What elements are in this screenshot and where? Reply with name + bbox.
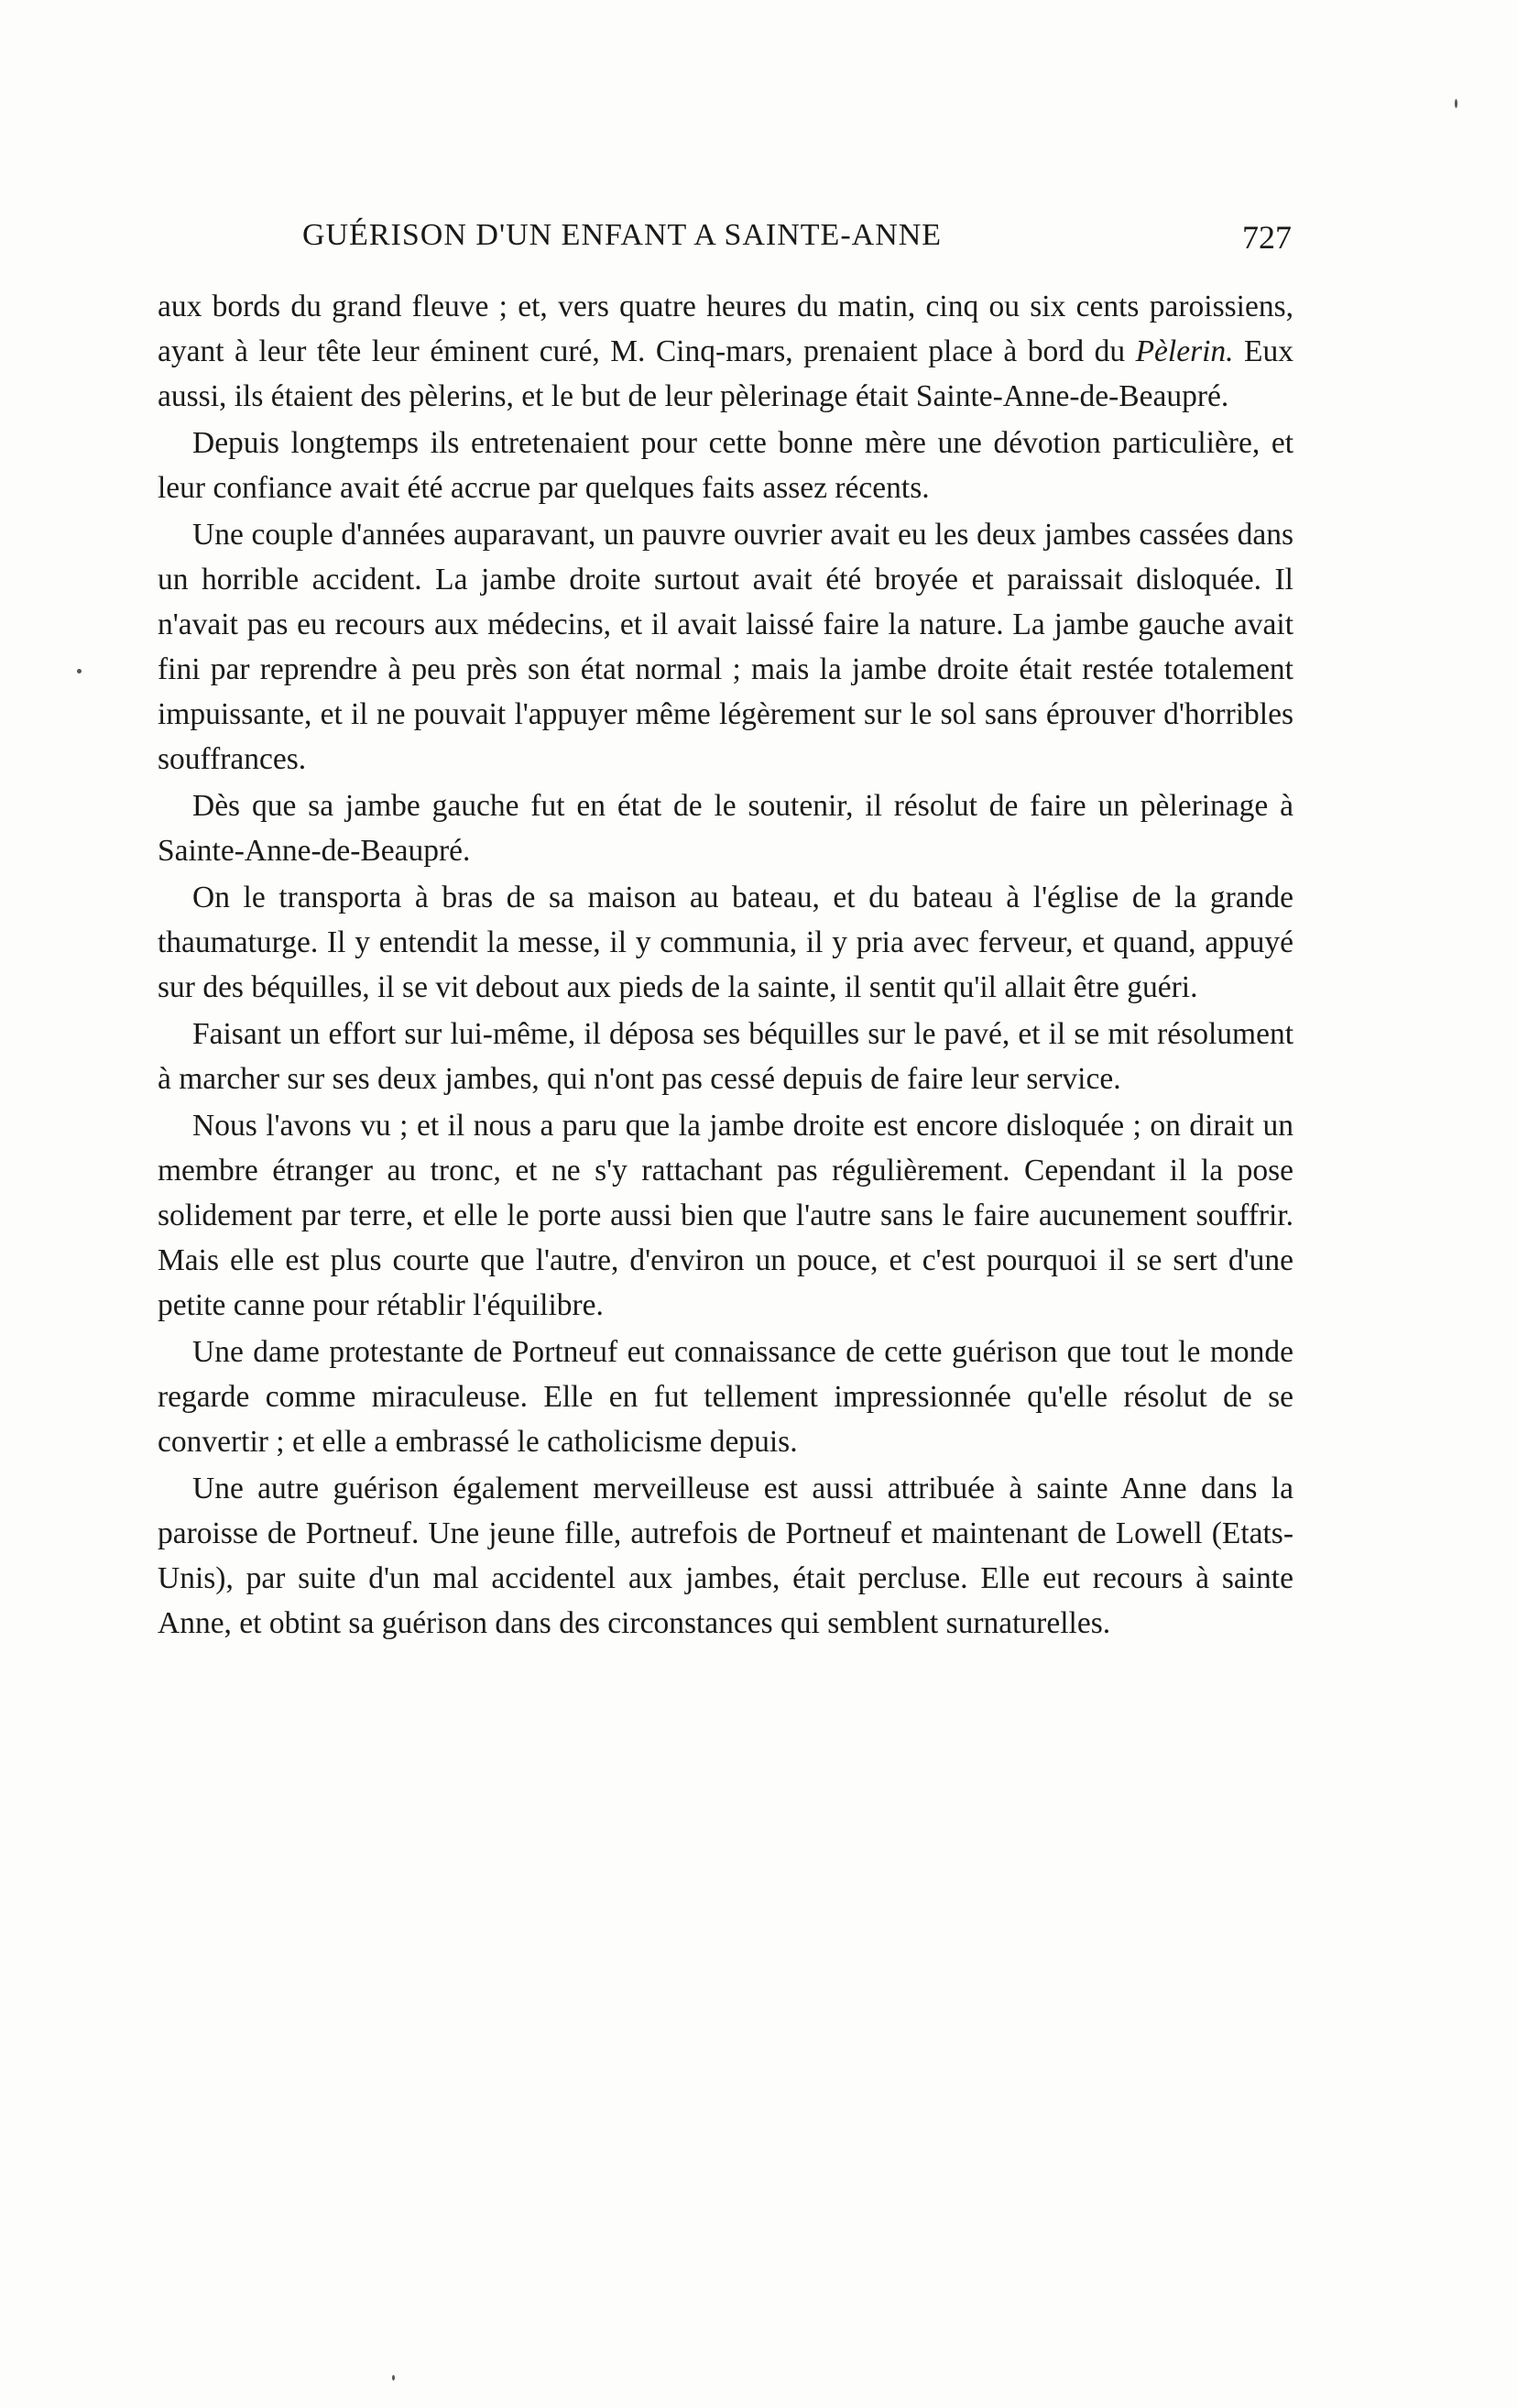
page-number: 727 <box>1242 219 1292 256</box>
paragraph-4: Dès que sa jambe gauche fut en état de le soutenir, il résolut de faire un pèlerinage à Sainte-Anne-de-Beaupré. <box>158 789 1293 868</box>
paragraph-9: Une autre guérison également merveilleuse est aussi attribuée à sainte Anne dans la paroisse de Portneuf. Une jeune fille, autrefois de Portneuf et maintenant de Lowell (Etats-Unis), par suite d'un mal accidentel aux jambes, était percluse. Elle eut recours à sainte Anne, et obtint sa guérison dans des circonstances qui semblent surnaturelles. <box>158 1472 1293 1640</box>
paragraph-1-text-end: Eux aussi, ils étaient des pèlerins, et le but de leur pèlerinage était Sainte-Anne-de-Beaupré. <box>158 334 1294 413</box>
running-title: GUÉRISON D'UN ENFANT A SAINTE-ANNE <box>302 218 943 252</box>
body-text <box>158 284 1293 1647</box>
paragraph-2: Depuis longtemps ils entretenaient pour cette bonne mère une dévotion particulière, et leur confiance avait été accrue par quelques faits assez récents. <box>158 426 1293 505</box>
scan-speck <box>77 669 82 673</box>
paragraph-3: Une couple d'années auparavant, un pauvre ouvrier avait eu les deux jambes cassées dans un horrible accident. La jambe droite surtout avait été broyée et paraissait disloquée. Il n'avait pas eu recours aux médecins, et il avait laissé faire la nature. La jambe gauche avait fini par reprendre à peu près son état normal ; mais la jambe droite était restée totalement impuissante, et il ne pouvait l'appuyer même légèrement sur le sol sans éprouver d'horribles souffrances. <box>158 518 1293 776</box>
paragraph-5: On le transporta à bras de sa maison au bateau, et du bateau à l'église de la grande thaumaturge. Il y entendit la messe, il y communia, il y pria avec ferveur, et quand, appuyé sur des béquilles, il se vit debout aux pieds de la sainte, il sentit qu'il allait être guéri. <box>158 881 1293 1004</box>
paragraph-6: Faisant un effort sur lui-même, il déposa ses béquilles sur le pavé, et il se mit résolument à marcher sur ses deux jambes, qui n'ont pas cessé depuis de faire leur service. <box>158 1017 1293 1096</box>
paragraph-1 <box>158 284 1293 419</box>
page-header <box>302 218 1292 264</box>
scan-speck <box>392 2375 395 2381</box>
scan-speck <box>1455 99 1457 108</box>
paragraph-8: Une dame protestante de Portneuf eut connaissance de cette guérison que tout le monde regarde comme miraculeuse. Elle en fut tellement impressionnée qu'elle résolut de se convertir ; et elle a embrassé le catholicisme depuis. <box>158 1335 1293 1459</box>
boat-name-italic: Pèlerin. <box>1135 334 1234 368</box>
paragraph-7: Nous l'avons vu ; et il nous a paru que la jambe droite est encore disloquée ; on dirait un membre étranger au tronc, et ne s'y rattachant pas régulièrement. Cependant il la pose solidement par terre, et elle le porte aussi bien que l'autre sans le faire aucunement souffrir. Mais elle est plus courte que l'autre, d'environ un pouce, et c'est pourquoi il se sert d'une petite canne pour rétablir l'équilibre. <box>158 1109 1293 1322</box>
paragraph-1-text-start: aux bords du grand fleuve ; et, vers quatre heures du matin, cinq ou six cents paroissiens, ayant à leur tête leur éminent curé, M. Cinq-mars, prenaient place à bord du <box>158 290 1293 368</box>
